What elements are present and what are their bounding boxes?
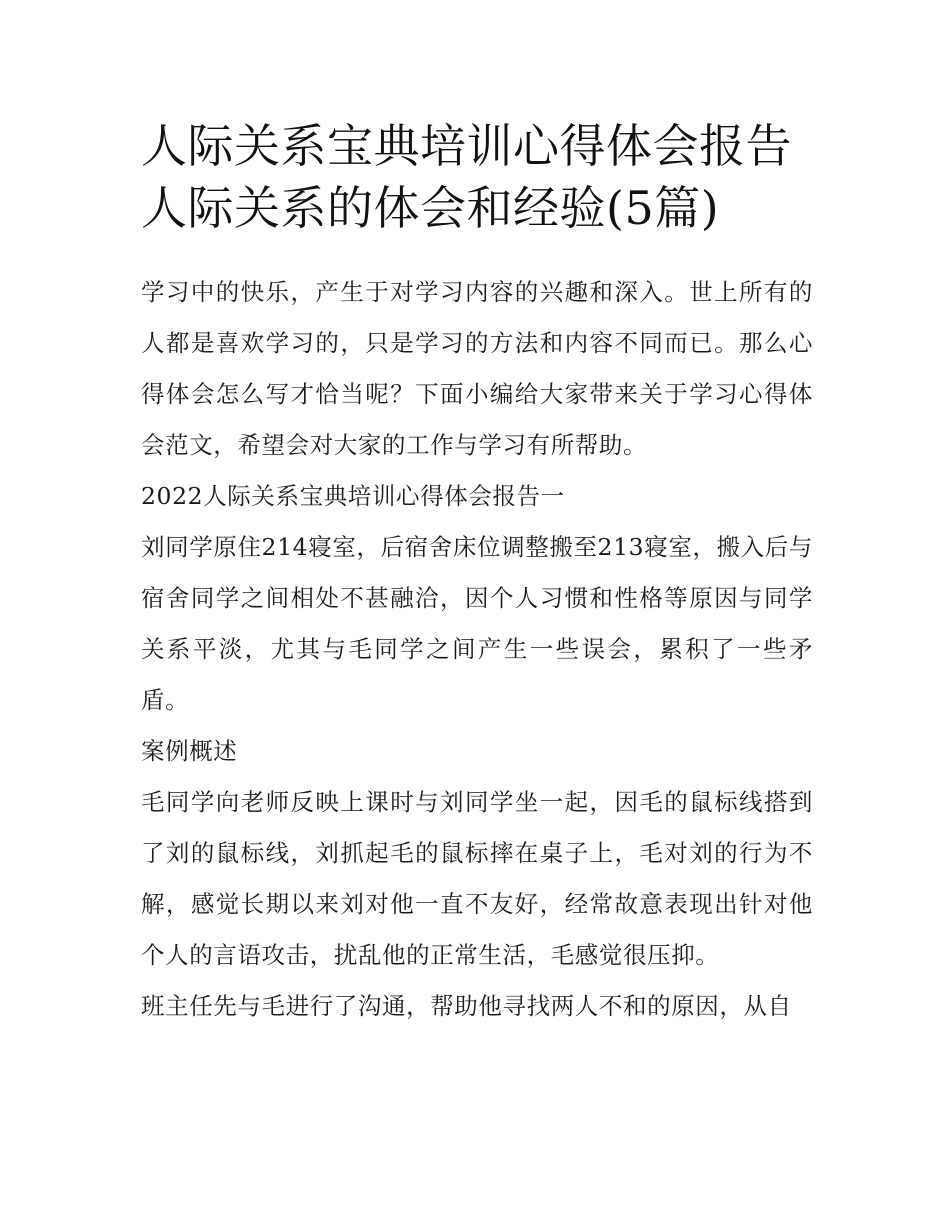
subsection-heading: 案例概述	[141, 737, 238, 765]
body-paragraph: 毛同学向老师反映上课时与刘同学坐一起，因毛的鼠标线搭到了刘的鼠标线，刘抓起毛的鼠标摔在桌子上，毛对刘的行为不解，感觉长期以来刘对他一直不友好，经常故意表现出针对他个人的言语攻击，扰乱他的正常生活，毛感觉很压抑。	[141, 788, 813, 969]
body-paragraph: 班主任先与毛进行了沟通，帮助他寻找两人不和的原因，从自	[141, 992, 792, 1020]
body-paragraph: 刘同学原住214寝室，后宿舍床位调整搬至213寝室，搬入后与宿舍同学之间相处不甚融洽，因个人习惯和性格等原因与同学关系平淡，尤其与毛同学之间产生一些误会，累积了一些矛盾。	[141, 533, 813, 714]
section-heading: 2022人际关系宝典培训心得体会报告一	[141, 482, 565, 510]
intro-paragraph: 学习中的快乐，产生于对学习内容的兴趣和深入。世上所有的人都是喜欢学习的，只是学习的方法和内容不同而已。那么心得体会怎么写才恰当呢？下面小编给大家带来关于学习心得体会范文，希望会对大家的工作与学习有所帮助。	[141, 278, 813, 459]
document-body	[141, 267, 813, 1032]
document-title: 人际关系宝典培训心得体会报告 人际关系的体会和经验(5篇)	[141, 119, 792, 235]
document-page	[141, 115, 813, 1032]
